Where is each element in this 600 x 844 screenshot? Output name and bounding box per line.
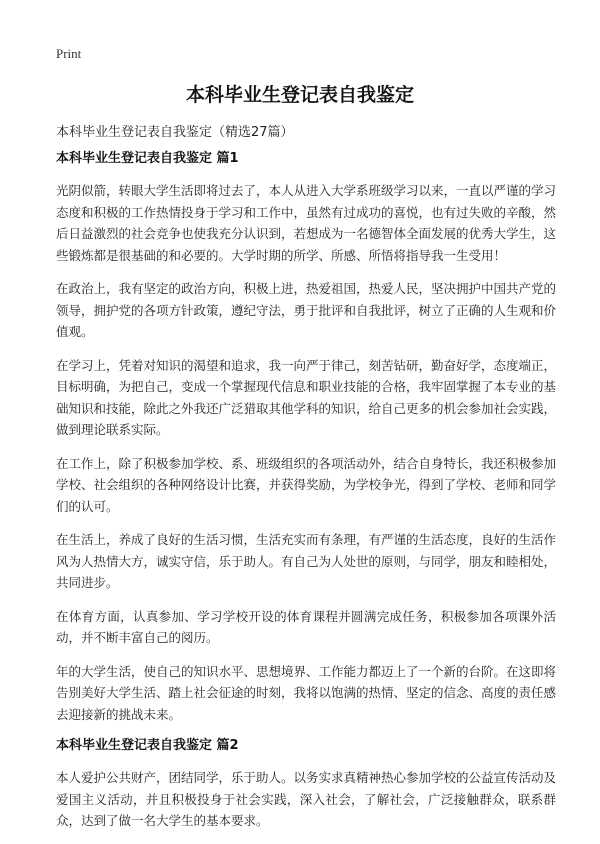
print-link[interactable]: Print <box>56 46 82 61</box>
section-1 <box>56 150 556 725</box>
page-title: 本科毕业生登记表自我鉴定 <box>185 84 414 106</box>
paragraph: 在政治上，我有坚定的政治方向，积极上进，热爱祖国，热爱人民，坚决拥护中国共产党的领导，拥护党的各项方针政策，遵纪守法，勇于批评和自我批评，树立了正确的人生观和价值观。 <box>56 281 557 339</box>
paragraph: 在体育方面，认真参加、学习学校开设的体育课程并圆满完成任务，积极参加各项课外活动，并不断丰富自己的阅历。 <box>56 608 556 645</box>
paragraph: 在学习上，凭着对知识的渴望和追求，我一向严于律己，刻苦钻研，勤奋好学，态度端正，目标明确，为把自己，变成一个掌握现代信息和职业技能的合格，我牢固掌握了本专业的基础知识和技能，除此之外我还广泛猎取其他学科的知识，给自己更多的机会参加社会实践，做到理论联系实际。 <box>56 357 557 437</box>
paragraph: 年的大学生活，使自己的知识水平、思想境界、工作能力都迈上了一个新的台阶。在这即将告别美好大学生活、踏上社会征途的时刻，我将以饱满的热情、坚定的信念、高度的责任感去迎接新的挑战未来。 <box>56 663 557 722</box>
paragraph: 在生活上，养成了良好的生活习惯，生活充实而有条理，有严谨的生活态度，良好的生活作风为人热情大方，诚实守信，乐于助人。有自己为人处世的原则，与同学，朋友和睦相处，共同进步。 <box>56 532 557 590</box>
paragraph: 本人爱护公共财产，团结同学，乐于助人。以务实求真精神热心参加学校的公益宣传活动及爱国主义活动，并且积极投身于社会实践，深入社会，了解社会，广泛接触群众，联系群众，达到了做一名大学生的基本要求。 <box>56 770 557 828</box>
document-body <box>56 150 556 844</box>
document-subtitle: 本科毕业生登记表自我鉴定（精选27篇） <box>56 125 294 140</box>
paragraph: 光阴似箭，转眼大学生活即将过去了，本人从进入大学系班级学习以来，一直以严谨的学习态度和积极的工作热情投身于学习和工作中，虽然有过成功的喜悦，也有过失败的辛酸，然后日益激烈的社会竞争也使我充分认识到，若想成为一名德智体全面发展的优秀大学生，这些锻炼都是很基础的和必要的。大学时期的所学、所感、所悟将指导我一生受用！ <box>56 183 557 263</box>
section-2 <box>56 737 556 832</box>
section-heading: 本科毕业生登记表自我鉴定 篇1 <box>56 151 239 166</box>
section-heading: 本科毕业生登记表自我鉴定 篇2 <box>56 738 239 753</box>
paragraph: 在工作上，除了积极参加学校、系、班级组织的各项活动外，结合自身特长，我还积极参加学校、社会组织的各种网络设计比赛，并获得奖励，为学校争光，得到了学校、老师和同学们的认可。 <box>56 455 557 514</box>
